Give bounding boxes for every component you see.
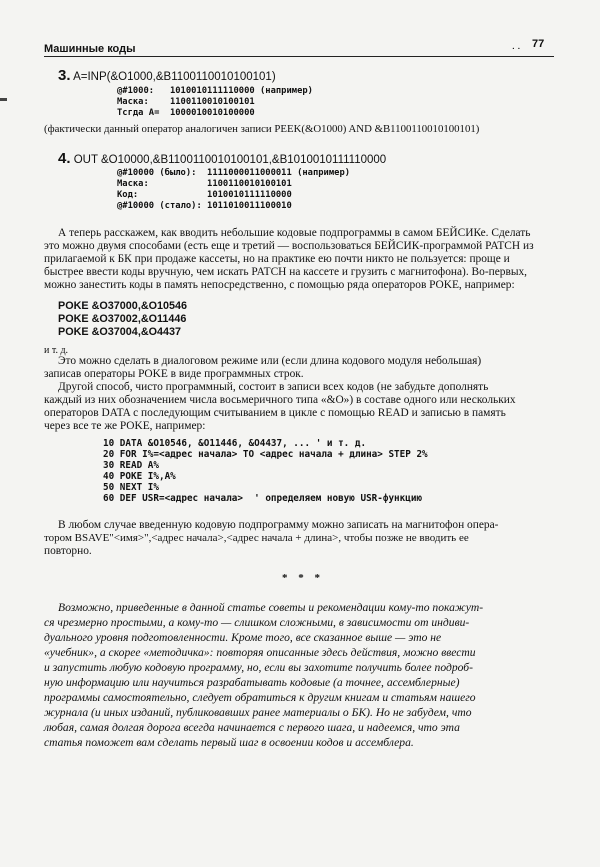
header-dots: . . <box>512 40 521 52</box>
example-4-number: 4. <box>58 150 71 167</box>
closing-line: «учебник», а скорее «методичка»: повторяя описанные здесь действия, можно ввести <box>44 646 476 659</box>
example-3-statement: A=INP(&O1000,&B1100110010100101) <box>73 71 276 83</box>
closing-line: журнала (и иных изданий, публиковавших ранее материалы о БК). Но не забудем, что <box>44 706 472 719</box>
margin-mark <box>0 98 7 101</box>
code-line: 10 DATA &O10546, &O11446, &O4437, ... ' и т. д. <box>103 438 367 449</box>
closing-line: и запустить любую кодовую программу, но, если вы захотите получить более подроб- <box>44 661 473 674</box>
example-3-heading <box>58 67 276 84</box>
paragraph-3-line: Другой способ, чисто программный, состоит в записи всех кодов (не забудьте дополнять <box>58 381 489 393</box>
running-header-title: Машинные коды <box>44 43 136 55</box>
closing-line: Возможно, приведенные в данной статье советы и рекомендации кому-то покажут- <box>58 601 484 614</box>
example-3-row: Маска: 1100110010100101 <box>117 97 255 107</box>
paragraph-4-line: повторно. <box>44 545 92 557</box>
paragraph-1-line: можно занестить коды в память непосредственно, с помощью ряда операторов POKE, например: <box>44 279 515 291</box>
paragraph-1-line: это можно двумя способами (есть еще и третий — воспользоваться БЕЙСИК-программой PATCH из <box>44 240 534 252</box>
example-4-row: @#10000 (было): 1111000011000011 (например) <box>117 168 351 178</box>
example-4-row: @#10000 (стало): 1011010011100010 <box>117 201 292 211</box>
code-line: 50 NEXT I% <box>103 482 159 493</box>
closing-line: дуального уровня подготовленности. Кроме того, все сказанное выше — это не <box>44 631 442 644</box>
paragraph-2-line: записав операторы POKE в виде программных строк. <box>44 368 304 380</box>
example-4-row: Код: 1010010111110000 <box>117 190 292 200</box>
code-line: 20 FOR I%=<адрес начала> TO <адрес начала + длина> STEP 2% <box>103 449 428 460</box>
example-4-statement: OUT &O10000,&B1100110010100101,&B1010010111110000 <box>73 154 387 166</box>
section-separator: * * * <box>282 572 324 584</box>
paragraph-4-line: В любом случае введенную кодовую подпрограмму можно записать на магнитофон опера- <box>58 519 499 531</box>
example-3-note: (фактически данный оператор аналогичен записи PEEK(&O1000) AND &B1100110010100101) <box>44 123 480 135</box>
etc-text: и т. д. <box>44 345 69 356</box>
closing-line: программы самостоятельно, следует обратиться к другим книгам и статьям нашего <box>44 691 476 704</box>
page-number: 77 <box>532 38 545 50</box>
example-4-heading <box>58 150 387 167</box>
closing-line: любая, самая долгая дорога всегда начинается с первого шага, и надеемся, что эта <box>44 721 460 734</box>
paragraph-3-line: через все те же POKE, например: <box>44 420 206 432</box>
code-line: 60 DEF USR=<адрес начала> ' определяем новую USR-функцию <box>103 493 423 504</box>
paragraph-1-line: А теперь расскажем, как вводить небольшие кодовые подпрограммы в самом БЕЙСИКе. Сделать <box>58 227 531 239</box>
code-line: 40 POKE I%,A% <box>103 471 176 482</box>
header-rule <box>44 56 554 57</box>
paragraph-2-line: Это можно сделать в диалоговом режиме или (если длина кодового модуля небольшая) <box>58 355 482 367</box>
poke-line: POKE &O37002,&O11446 <box>58 313 187 325</box>
closing-line: статья поможет вам сделать первый шаг в освоении кодов и ассемблера. <box>44 736 414 749</box>
closing-line: ся чрезмерно простыми, а кому-то — слишком сложными, в зависимости от индиви- <box>44 616 470 629</box>
example-3-number: 3. <box>58 67 71 84</box>
example-3-row: Тсгда А= 1000010010100000 <box>117 108 255 118</box>
paragraph-3-line: операторов DATA с последующим считыванием в цикле с помощью READ и записью в память <box>44 407 506 419</box>
example-3-row: @#1000: 1010010111110000 (например) <box>117 86 313 96</box>
poke-line: POKE &O37004,&O4437 <box>58 326 182 338</box>
paragraph-4-line: тором BSAVE"<имя>",<адрес начала>,<адрес начала + длина>, чтобы позже не вводить ее <box>44 532 469 544</box>
paragraph-3-line: каждый из них обозначением числа восьмеричного типа «&O») в составе одного или нескольких <box>44 394 516 406</box>
poke-line: POKE &O37000,&O10546 <box>58 300 188 312</box>
paragraph-1-line: быстрее ввести коды вручную, чем искать PATCH на кассете и грузить с магнитофона). Во-первых, <box>44 266 528 278</box>
example-4-row: Маска: 1100110010100101 <box>117 179 292 189</box>
code-line: 30 READ A% <box>103 460 159 471</box>
paragraph-1-line: прилагаемой к БК при продаже кассеты, но на практике ею почти никто не пользуется: проще и <box>44 253 510 265</box>
closing-line: ную информацию или научиться разрабатывать кодовые (а точнее, ассемблерные) <box>44 676 460 689</box>
